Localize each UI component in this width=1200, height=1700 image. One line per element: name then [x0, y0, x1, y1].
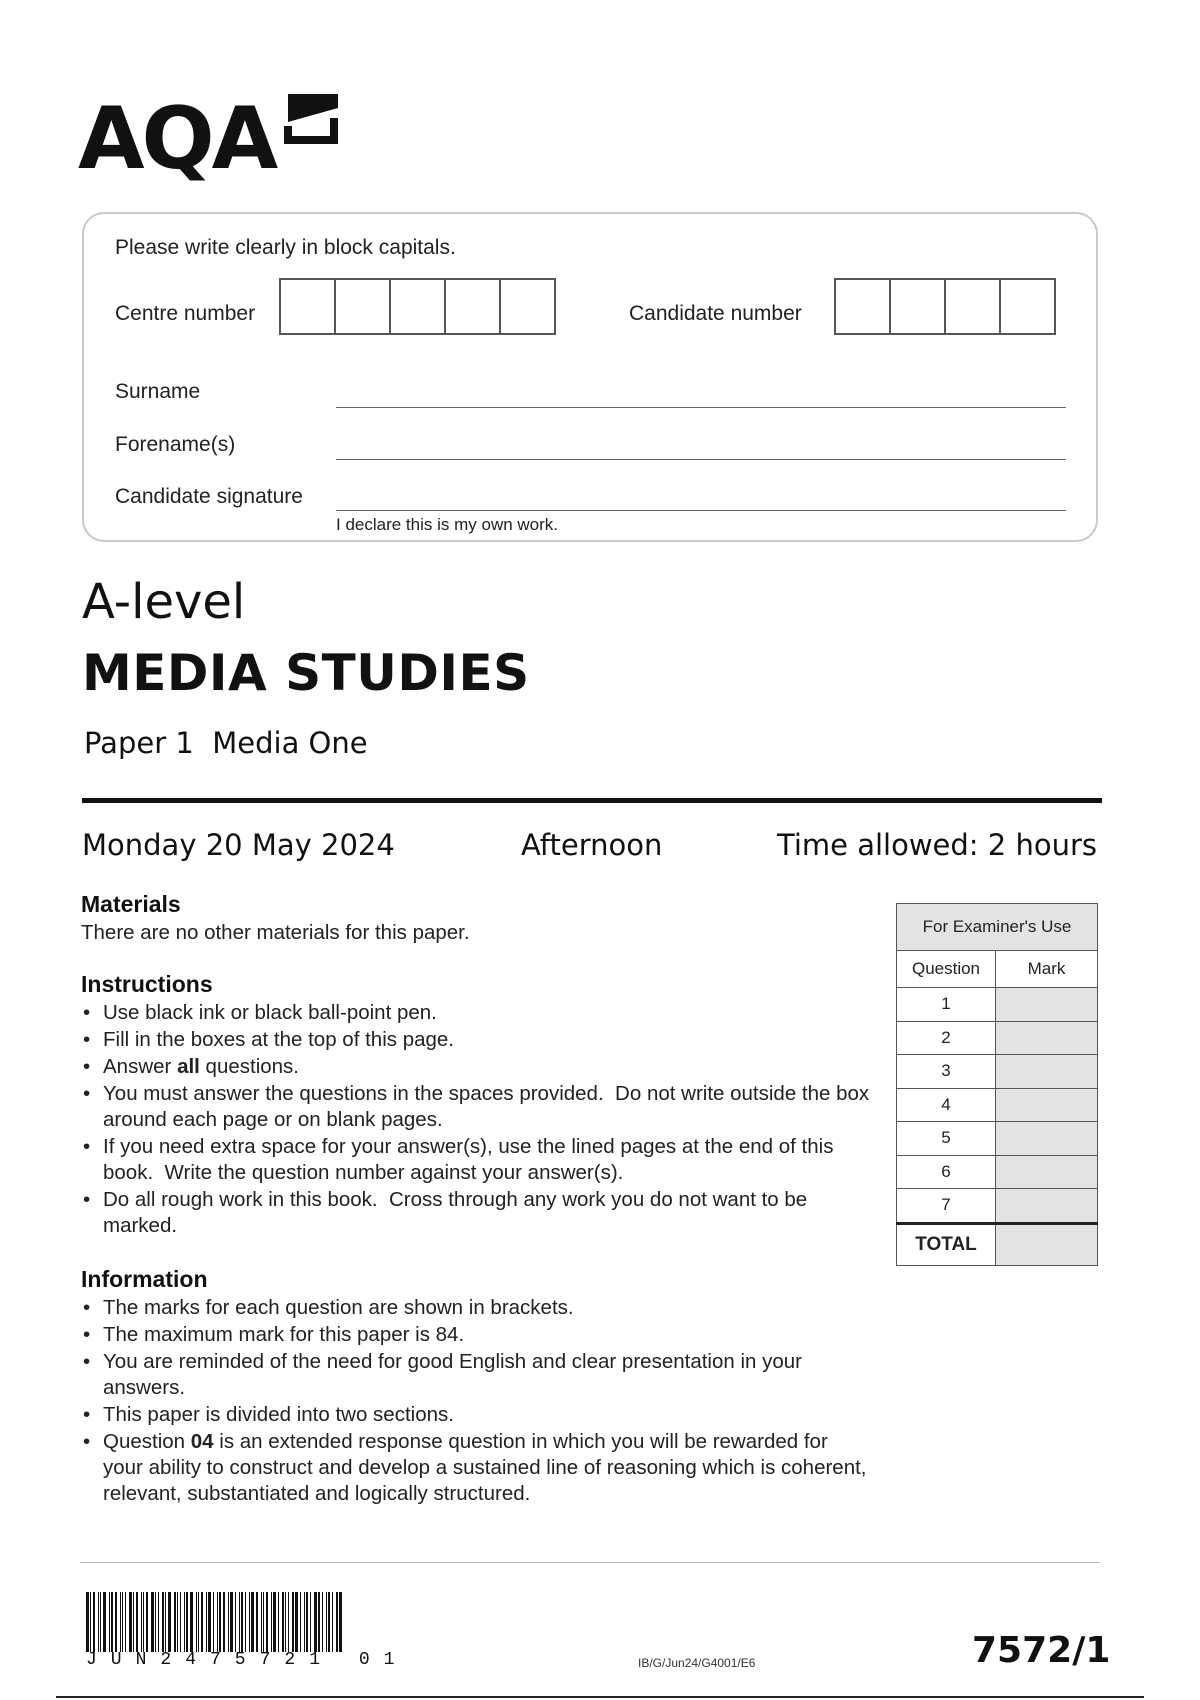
- signature-label: Candidate signature: [115, 485, 303, 508]
- mark-cell: [996, 1155, 1098, 1189]
- barcode-bar: [168, 1592, 171, 1652]
- barcode-bar: [304, 1592, 305, 1652]
- information-list: [81, 1295, 871, 1508]
- barcode-bar: [339, 1592, 342, 1652]
- logo-text: AQA: [78, 89, 276, 189]
- barcode-bar: [133, 1592, 134, 1652]
- examiner-use-table: [896, 903, 1098, 1266]
- mark-cell: [996, 988, 1098, 1022]
- surname-field[interactable]: [336, 407, 1066, 408]
- barcode-bar: [300, 1592, 301, 1652]
- list-item: • Use black ink or black ball-point pen.: [81, 1000, 871, 1026]
- barcode-bar: [190, 1592, 193, 1652]
- barcode-bar: [141, 1592, 142, 1652]
- barcode-bar: [100, 1592, 101, 1652]
- question-number: 7: [897, 1189, 996, 1224]
- barcode-bar: [230, 1592, 233, 1652]
- barcode-bar: [263, 1592, 264, 1652]
- centre-number-box[interactable]: [389, 278, 446, 335]
- barcode-bar: [261, 1592, 262, 1652]
- subject-title: MEDIA STUDIES: [82, 644, 530, 702]
- declaration-text: I declare this is my own work.: [336, 515, 559, 534]
- candidate-number-box[interactable]: [834, 278, 891, 335]
- list-item: • Answer all questions.: [81, 1054, 871, 1080]
- barcode-bar: [314, 1592, 317, 1652]
- barcode-bar: [177, 1592, 178, 1652]
- centre-number-box[interactable]: [279, 278, 336, 335]
- barcode-digits: JUN2475721 01: [86, 1650, 409, 1670]
- aqa-logo: [78, 89, 358, 192]
- examiner-table-title: For Examiner's Use: [897, 904, 1098, 951]
- candidate-number-label: Candidate number: [629, 302, 802, 325]
- barcode-bar: [241, 1592, 243, 1652]
- instructions-heading: Instructions: [81, 971, 213, 997]
- barcode-bar: [122, 1592, 123, 1652]
- barcode-bar: [292, 1592, 294, 1652]
- barcode-bar: [158, 1592, 159, 1652]
- barcode-bar: [336, 1592, 338, 1652]
- mark-cell: [996, 1088, 1098, 1122]
- question-column-header: Question: [897, 951, 996, 988]
- paper-reference: IB/G/Jun24/G4001/E6: [638, 1656, 756, 1670]
- total-label: TOTAL: [897, 1223, 996, 1265]
- forename-label: Forename(s): [115, 433, 236, 456]
- barcode-bar: [143, 1592, 144, 1652]
- barcode-bar: [318, 1592, 320, 1652]
- paper-code: 7572/1: [972, 1630, 1111, 1671]
- barcode-bar: [219, 1592, 221, 1652]
- barcode-bar: [155, 1592, 156, 1652]
- barcode-bar: [251, 1592, 254, 1652]
- barcode-bar: [109, 1592, 110, 1652]
- paper-title: Paper 1 Media One: [84, 726, 368, 760]
- materials-heading: Materials: [81, 891, 181, 917]
- qualification-level: A-level: [82, 574, 246, 630]
- barcode-bar: [326, 1592, 327, 1652]
- barcode-bar: [213, 1592, 214, 1652]
- barcode-bar: [165, 1592, 166, 1652]
- barcode-bar: [306, 1592, 308, 1652]
- question-number: 1: [897, 988, 996, 1022]
- centre-number-box[interactable]: [334, 278, 391, 335]
- barcode-bar: [186, 1592, 188, 1652]
- centre-number-field[interactable]: [279, 278, 556, 335]
- barcode-bar: [245, 1592, 246, 1652]
- barcode-bar: [310, 1592, 311, 1652]
- barcode-bar: [208, 1592, 211, 1652]
- barcode-bar: [288, 1592, 289, 1652]
- barcode-bar: [223, 1592, 225, 1652]
- forename-field[interactable]: [336, 459, 1066, 460]
- list-item: • The maximum mark for this paper is 84.: [81, 1322, 871, 1348]
- list-item: • Do all rough work in this book. Cross through any work you do not want to be marked.: [81, 1187, 843, 1239]
- barcode: [86, 1592, 471, 1652]
- barcode-bar: [151, 1592, 154, 1652]
- barcode-bar: [271, 1592, 272, 1652]
- list-item: • Fill in the boxes at the top of this page.: [81, 1027, 871, 1053]
- barcode-bar: [129, 1592, 132, 1652]
- barcode-bar: [103, 1592, 106, 1652]
- question-number: 4: [897, 1088, 996, 1122]
- centre-number-label: Centre number: [115, 302, 256, 325]
- list-item: • The marks for each question are shown in brackets.: [81, 1295, 871, 1321]
- mark-cell: [996, 1122, 1098, 1156]
- barcode-bar: [332, 1592, 333, 1652]
- block-capitals-instruction: Please write clearly in block capitals.: [115, 236, 456, 259]
- mark-cell: [996, 1189, 1098, 1224]
- barcode-bar: [328, 1592, 330, 1652]
- barcode-bar: [136, 1592, 138, 1652]
- surname-label: Surname: [115, 380, 201, 403]
- exam-session: Afternoon: [521, 828, 663, 862]
- mark-column-header: Mark: [996, 951, 1098, 988]
- barcode-bar: [235, 1592, 236, 1652]
- barcode-bar: [196, 1592, 197, 1652]
- list-item: • If you need extra space for your answer(s), use the lined pages at the end of this book. Write the question number against your answer(s).: [81, 1134, 871, 1186]
- candidate-number-box[interactable]: [999, 278, 1056, 335]
- barcode-bar: [278, 1592, 279, 1652]
- barcode-bar: [93, 1592, 95, 1652]
- title-divider: [82, 798, 1102, 803]
- question-number: 2: [897, 1021, 996, 1055]
- barcode-bar: [217, 1592, 218, 1652]
- instructions-list: [81, 1000, 871, 1240]
- barcode-bar: [198, 1592, 199, 1652]
- total-mark-cell: [996, 1223, 1098, 1265]
- question-number: 5: [897, 1122, 996, 1156]
- barcode-bar: [266, 1592, 268, 1652]
- barcode-bar: [249, 1592, 250, 1652]
- information-heading: Information: [81, 1266, 208, 1292]
- candidate-number-box[interactable]: [889, 278, 946, 335]
- barcode-bar: [115, 1592, 117, 1652]
- barcode-bar: [282, 1592, 284, 1652]
- barcode-bar: [256, 1592, 258, 1652]
- barcode-bar: [180, 1592, 181, 1652]
- centre-number-box[interactable]: [499, 278, 556, 335]
- centre-number-box[interactable]: [444, 278, 501, 335]
- page-bottom-rule: [56, 1696, 1144, 1698]
- mark-cell: [996, 1055, 1098, 1089]
- list-item: • You are reminded of the need for good English and clear presentation in your answers.: [81, 1349, 843, 1401]
- barcode-bar: [162, 1592, 164, 1652]
- mark-cell: [996, 1021, 1098, 1055]
- barcode-bar: [206, 1592, 207, 1652]
- barcode-bar: [120, 1592, 121, 1652]
- barcode-bar: [98, 1592, 99, 1652]
- barcode-bar: [111, 1592, 113, 1652]
- barcode-bar: [146, 1592, 148, 1652]
- aqa-logo-mark-icon: [280, 92, 342, 148]
- question-number: 6: [897, 1155, 996, 1189]
- materials-text: There are no other materials for this paper.: [81, 921, 470, 944]
- barcode-bar: [273, 1592, 276, 1652]
- exam-date: Monday 20 May 2024: [82, 828, 395, 862]
- list-item: • You must answer the questions in the spaces provided. Do not write outside the box around each page or on blank pages.: [81, 1081, 871, 1133]
- candidate-number-field[interactable]: [834, 278, 1056, 335]
- barcode-bar: [201, 1592, 203, 1652]
- time-allowed: Time allowed: 2 hours: [777, 828, 1097, 862]
- question-number: 3: [897, 1055, 996, 1089]
- barcode-bar: [86, 1592, 89, 1652]
- list-item: • Question 04 is an extended response question in which you will be rewarded for your ability to construct and develop a sustained line of reasoning which is coherent, relevant, substantiated and logically structured.: [81, 1429, 871, 1507]
- barcode-bar: [184, 1592, 185, 1652]
- barcode-bar: [125, 1592, 126, 1652]
- barcode-bar: [90, 1592, 91, 1652]
- barcode-bar: [174, 1592, 176, 1652]
- signature-field[interactable]: [336, 510, 1066, 511]
- barcode-bar: [295, 1592, 298, 1652]
- candidate-number-box[interactable]: [944, 278, 1001, 335]
- footer-divider: [80, 1562, 1100, 1563]
- list-item: • This paper is divided into two sections.: [81, 1402, 871, 1428]
- barcode-bar: [228, 1592, 229, 1652]
- barcode-bar: [239, 1592, 240, 1652]
- barcode-bar: [322, 1592, 323, 1652]
- barcode-bar: [285, 1592, 286, 1652]
